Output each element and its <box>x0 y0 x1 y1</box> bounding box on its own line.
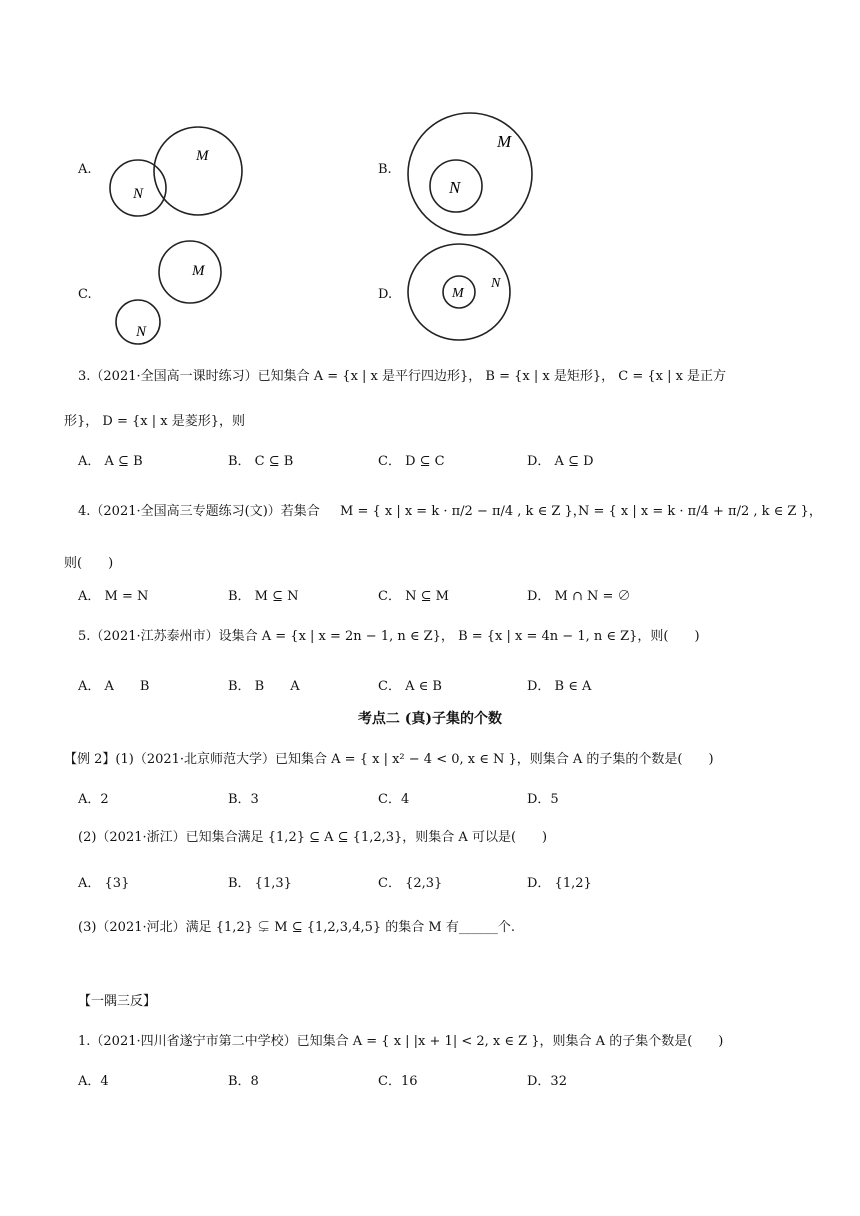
q4-option-b: B． M ⊆ N <box>228 589 299 604</box>
ex2-p2-option-d: D． {1,2} <box>527 876 592 891</box>
q5-option-d: D． B ∈ A <box>527 679 592 694</box>
q5-option-c: C． A ∈ B <box>378 679 442 694</box>
ex2-p1-option-d: D．5 <box>527 792 559 807</box>
venn-d-inner-label: M <box>452 286 464 301</box>
q3-option-c: C． D ⊆ C <box>378 454 445 469</box>
venn-a-outer-label: M <box>196 148 209 164</box>
section-title: 考点二 (真)子集的个数 <box>357 711 503 727</box>
q4-line2: 则( ) <box>64 556 114 571</box>
q5-option-a: A． A B <box>78 679 150 694</box>
practice-title: 【一隅三反】 <box>78 994 157 1009</box>
option-d-label: D. <box>378 287 393 302</box>
q3-option-b: B． C ⊆ B <box>228 454 294 469</box>
option-b-label: B. <box>378 162 392 177</box>
ex2-p1-option-c: C．4 <box>378 792 410 807</box>
q4-prefix: 4.（2021·全国高三专题练习(文)）若集合 <box>78 504 320 519</box>
ex2-p2-option-c: C． {2,3} <box>378 876 443 891</box>
example2-part1: 【例 2】(1)（2021·北京师范大学）已知集合 A = { x | x² − 4 < 0, x ∈ N }，则集合 A 的子集的个数是( ) <box>64 752 714 767</box>
pr1-option-d: D．32 <box>527 1074 567 1089</box>
venn-b-inner-label: N <box>449 178 461 197</box>
venn-c-outer-label: M <box>192 263 205 279</box>
ex2-p2-option-b: B． {1,3} <box>228 876 292 891</box>
venn-b-outer-label: M <box>497 132 512 151</box>
venn-a-inner-label: N <box>133 186 144 202</box>
example2-part3: (3)（2021·河北）满足 {1,2} ⊊ M ⊆ {1,2,3,4,5} 的集合 M 有______个. <box>78 920 515 935</box>
q4-option-c: C． N ⊆ M <box>378 589 449 604</box>
q3-line2: 形}， D = {x | x 是菱形}，则 <box>64 414 245 429</box>
practice1-line1: 1.（2021·四川省遂宁市第二中学校）已知集合 A = { x | |x + 1| < 2, x ∈ Z }，则集合 A 的子集个数是( ) <box>78 1034 724 1049</box>
ex2-p1-option-a: A．2 <box>78 792 109 807</box>
q3-option-d: D． A ⊆ D <box>527 454 594 469</box>
q4-option-d: D． M ∩ N = ∅ <box>527 589 631 604</box>
pr1-option-b: B．8 <box>228 1074 259 1089</box>
venn-diagram-c <box>110 235 250 347</box>
q4-set-n: N = { x | x = k · π/4 + π/2 , k ∈ Z }， <box>578 504 822 519</box>
option-c-label: C. <box>78 287 92 302</box>
q3-line1: 3.（2021·全国高一课时练习）已知集合 A = {x | x 是平行四边形}， B = {x | x 是矩形}， C = {x | x 是正方 <box>78 369 727 384</box>
venn-diagram-a <box>100 120 260 230</box>
ex2-p2-option-a: A． {3} <box>78 876 130 891</box>
q3-option-a: A． A ⊆ B <box>78 454 143 469</box>
q4-option-a: A． M = N <box>78 589 149 604</box>
pr1-option-a: A．4 <box>78 1074 109 1089</box>
q5-option-b: B． B A <box>228 679 300 694</box>
venn-diagram-d <box>403 242 523 342</box>
q4-set-m: M = { x | x = k · π/2 − π/4 , k ∈ Z }， <box>340 504 586 519</box>
venn-diagram-b <box>400 105 540 245</box>
example2-part2: (2)（2021·浙江）已知集合满足 {1,2} ⊆ A ⊆ {1,2,3}，则集合 A 可以是( ) <box>78 830 548 845</box>
pr1-option-c: C．16 <box>378 1074 418 1089</box>
venn-c-inner-label: N <box>136 324 147 340</box>
option-a-label: A. <box>78 162 92 177</box>
venn-d-outer-label: N <box>491 276 501 291</box>
ex2-p1-option-b: B．3 <box>228 792 259 807</box>
q5-line1: 5.（2021·江苏泰州市）设集合 A = {x | x = 2n − 1, n ∈ Z}， B = {x | x = 4n − 1, n ∈ Z}，则( ) <box>78 629 700 644</box>
